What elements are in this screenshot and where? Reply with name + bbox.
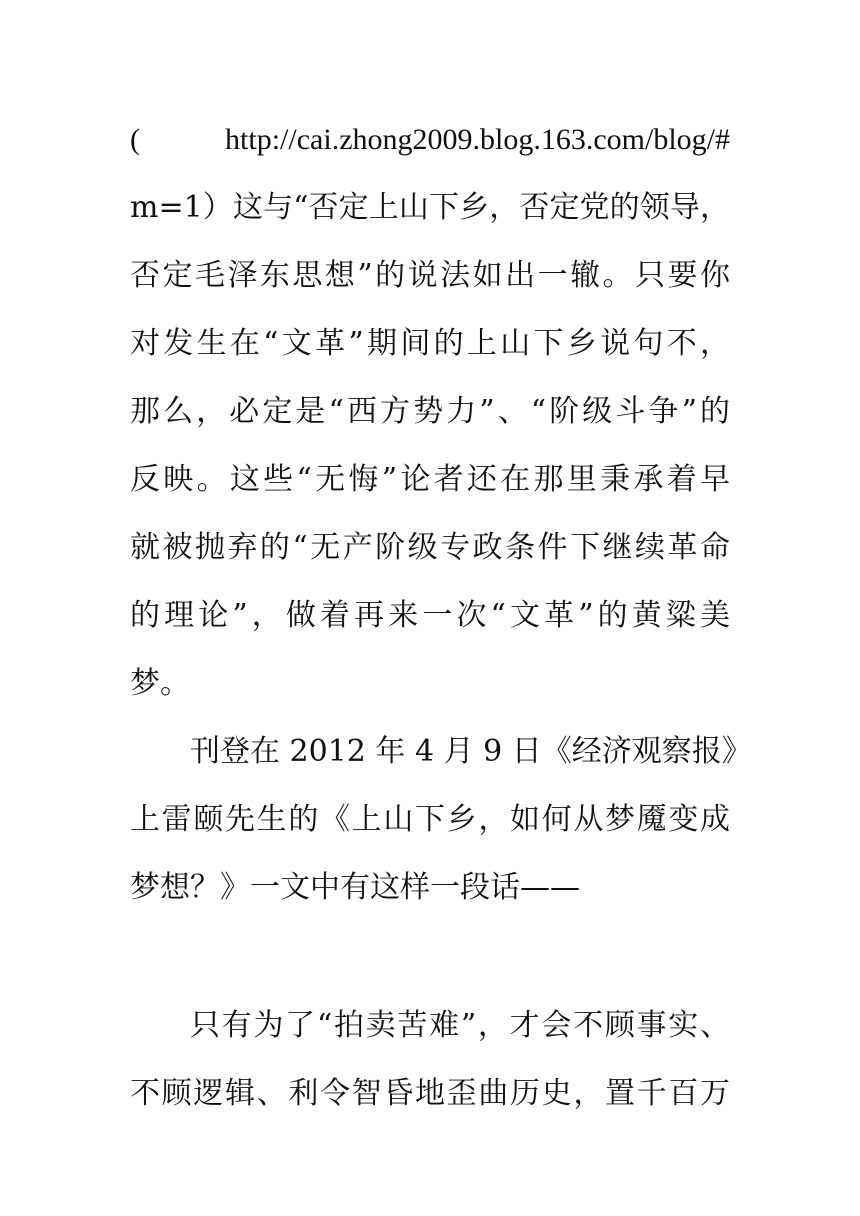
text-line: 刊登在 2012 年 4 月 9 日《经济观察报》 [190,734,752,769]
text-line: 上雷颐先生的《上山下乡，如何从梦魇变成 [130,802,730,837]
paragraph-spacer [130,922,730,992]
text-line: 反映。这些“无悔”论者还在那里秉承着早 [130,462,730,497]
text-line: 否定毛泽东思想”的说法如出一辙。只要你 [130,258,730,293]
text-line: 不顾逻辑、利令智昏地歪曲历史，置千百万 [130,1076,730,1111]
paragraph-2 [130,718,752,922]
text-line: 就被抛弃的“无产阶级专政条件下继续革命 [130,530,730,565]
text-line: 的理论”，做着再来一次“文革”的黄粱美 [130,598,730,633]
text-line: 梦想？》一文中有这样一段话—— [130,870,580,905]
text-line: m=1）这与“否定上山下乡，否定党的领导， [130,190,730,225]
text-line: 那么，必定是“西方势力”、“阶级斗争”的 [130,394,730,429]
text-line: 只有为了“拍卖苦难”，才会不顾事实、 [190,1008,730,1043]
text-line: 对发生在“文革”期间的上山下乡说句不， [130,326,730,361]
paragraph-3 [130,992,730,1128]
document-page [130,106,752,1128]
paragraph-1 [130,106,730,718]
text-line: 梦。 [130,666,190,701]
text-line: ( http://cai.zhong2009.blog.163.com/blog/# [130,123,730,156]
